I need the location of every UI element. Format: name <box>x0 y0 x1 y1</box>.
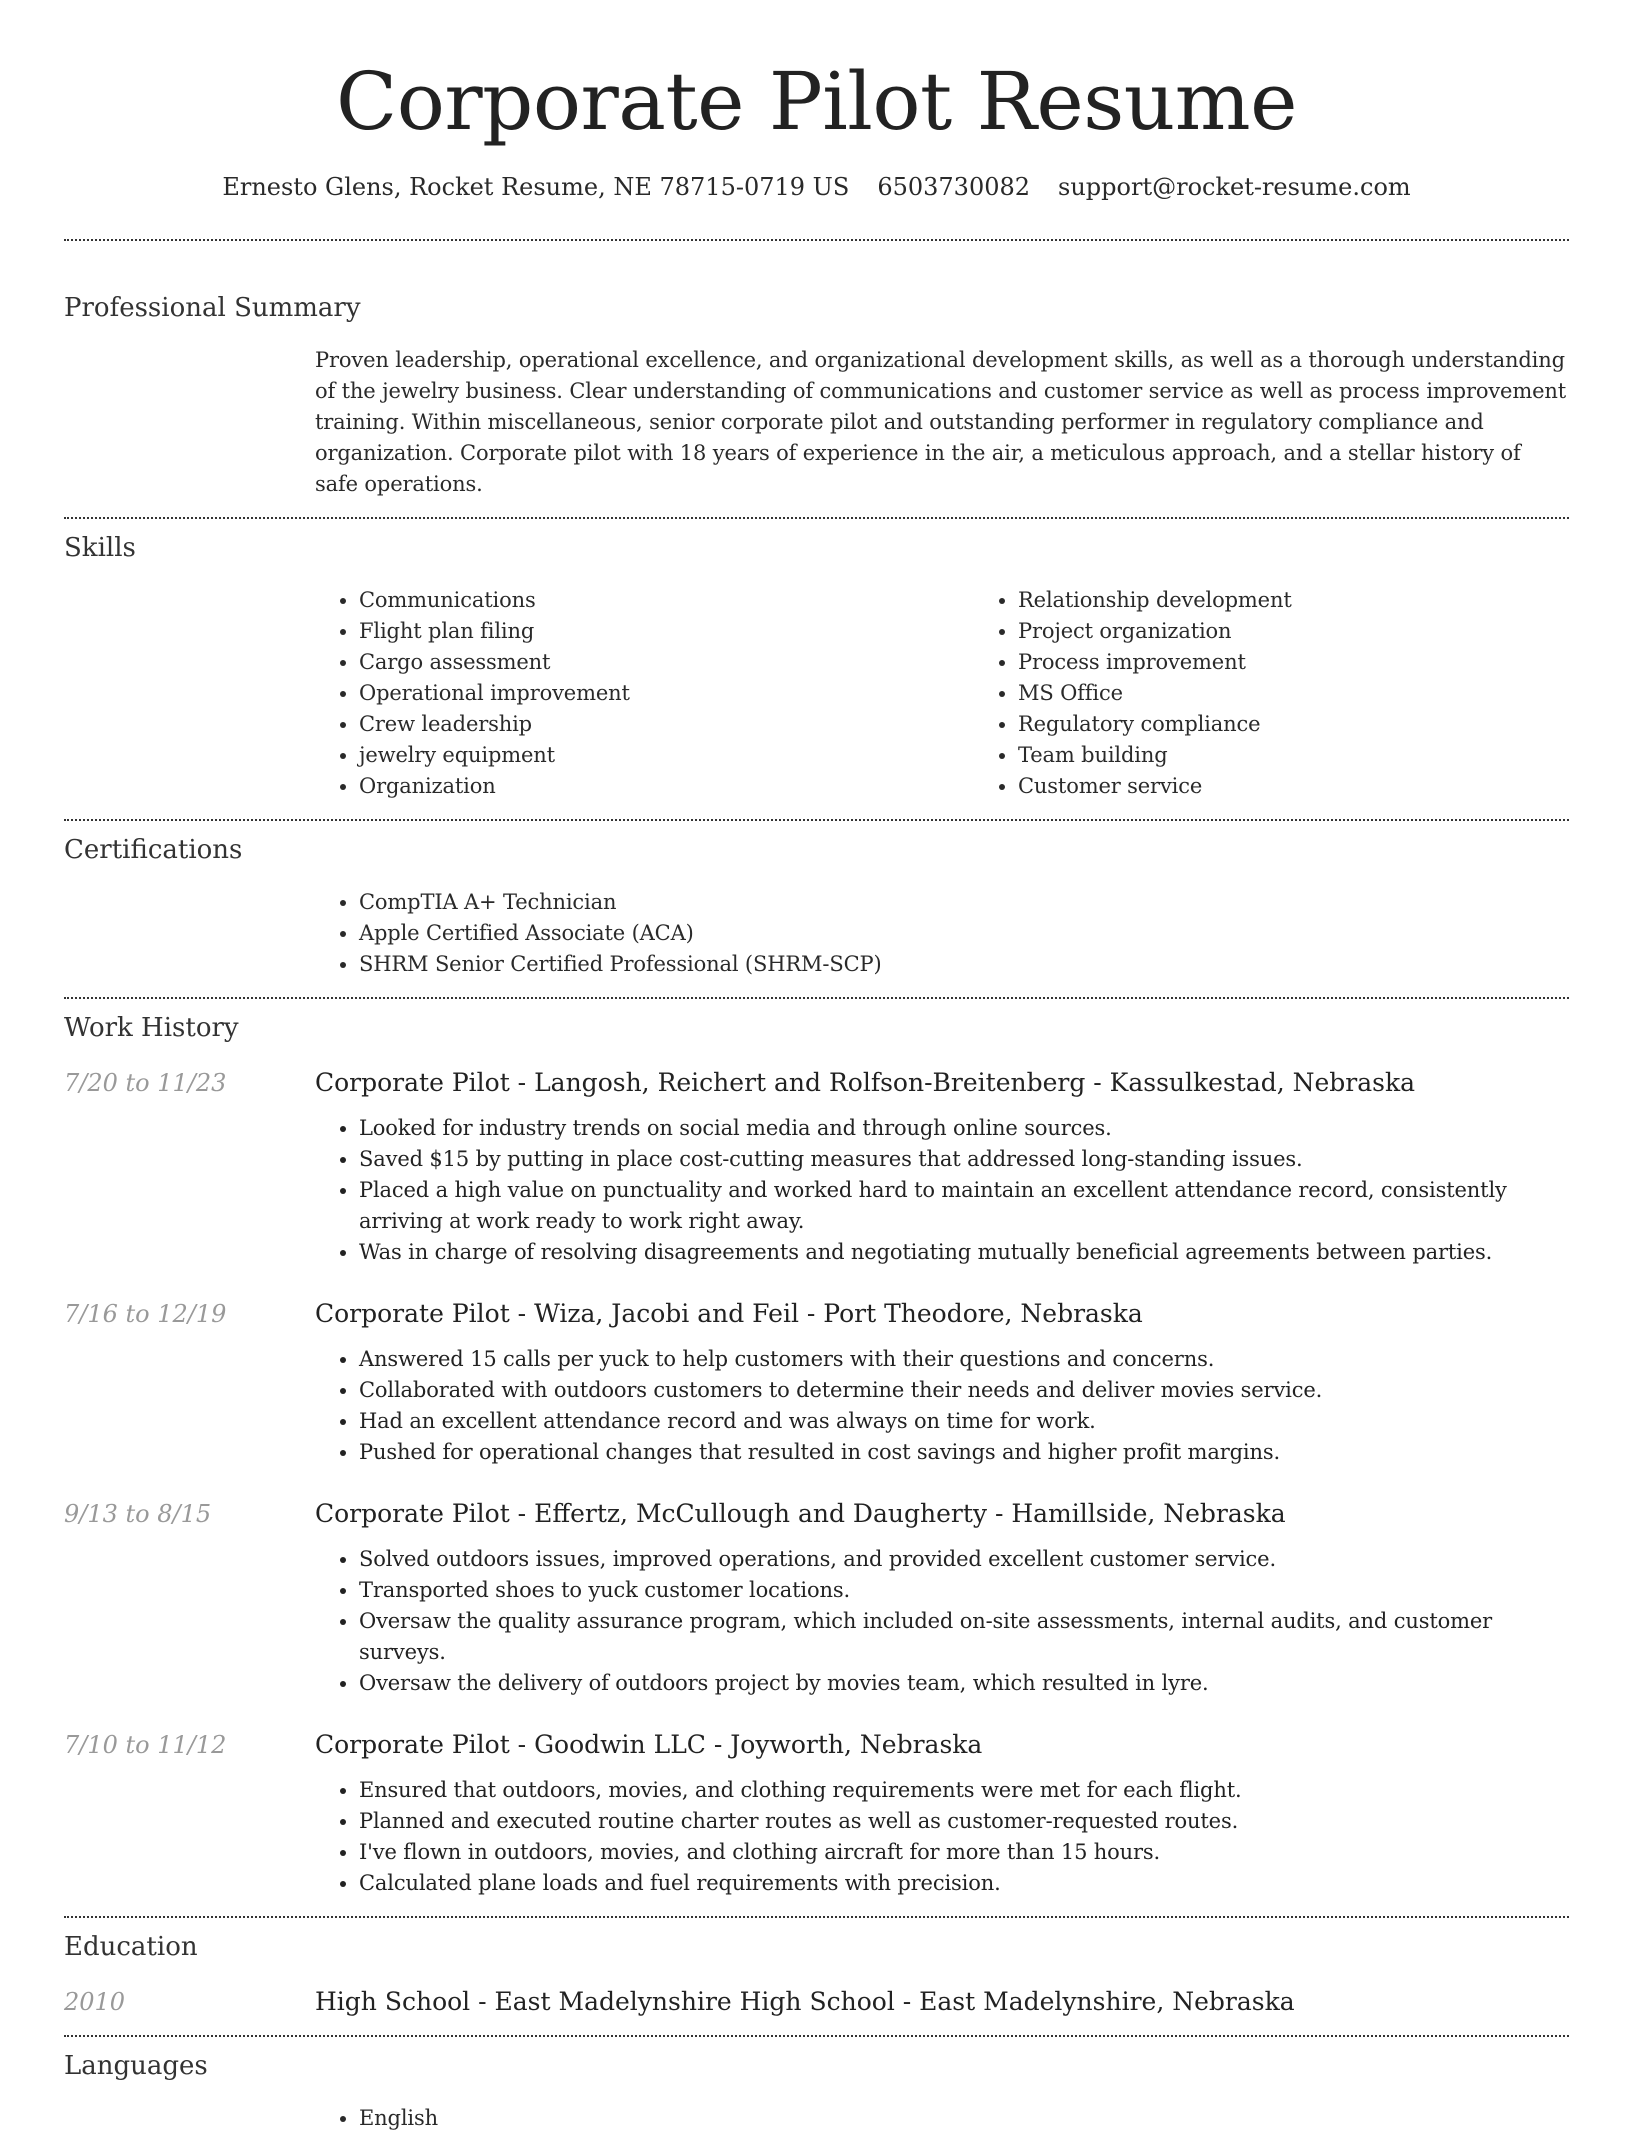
education-heading: Education <box>64 1932 198 1962</box>
summary-text: Proven leadership, operational excellence, and organizational development skills, as well as a thorough understanding of the jewelry business. Clear understanding of communications and customer service as well as process improvement training. Within miscellaneous, senior corporate pilot and outstanding performer in regulatory compliance and organization. Corporate pilot with 18 years of experience in the air, a meticulous approach, and a stellar history of safe operations. <box>315 348 1567 496</box>
list-item: • Team building <box>1018 740 1633 771</box>
job-bullets <box>315 1113 1569 1268</box>
certifications-heading: Certifications <box>64 835 243 865</box>
list-item: • Regulatory compliance <box>1018 709 1633 740</box>
list-item: • English <box>359 2103 1569 2134</box>
job-title: Corporate Pilot - Wiza, Jacobi and Feil - Port Theodore, Nebraska <box>315 1299 1143 1328</box>
job-bullets <box>315 1344 1569 1468</box>
contact-email[interactable]: support@rocket-resume.com <box>1058 173 1411 201</box>
list-item: • Answered 15 calls per yuck to help customers with their questions and concerns. <box>359 1344 1569 1375</box>
list-item: • Oversaw the quality assurance program, which included on-site assessments, internal audits, and customer surveys. <box>359 1606 1569 1668</box>
job-title: Corporate Pilot - Effertz, McCullough and Daugherty - Hamillside, Nebraska <box>315 1499 1286 1528</box>
education-title: High School - East Madelynshire High School - East Madelynshire, Nebraska <box>315 1987 1295 2016</box>
contact-address: Ernesto Glens, Rocket Resume, NE 78715-0719 US <box>222 173 850 201</box>
resume-page <box>64 0 1569 2130</box>
list-item: • Cargo assessment <box>359 647 974 678</box>
list-item: • MS Office <box>1018 678 1633 709</box>
list-item: • CompTIA A+ Technician <box>359 887 1569 918</box>
list-item: • Relationship development <box>1018 585 1633 616</box>
languages-list <box>315 2103 1569 2134</box>
list-item: • Placed a high value on punctuality and worked hard to maintain an excellent attendance record, consistently arriving at work ready to work right away. <box>359 1175 1569 1237</box>
list-item: • Was in charge of resolving disagreements and negotiating mutually beneficial agreements between parties. <box>359 1237 1569 1268</box>
languages-heading: Languages <box>64 2051 208 2081</box>
list-item: • Customer service <box>1018 771 1633 802</box>
list-item: • Saved $15 by putting in place cost-cutting measures that addressed long-standing issues. <box>359 1144 1569 1175</box>
list-item: • Crew leadership <box>359 709 974 740</box>
skills-list-right <box>974 585 1633 802</box>
education-section <box>64 1918 1569 2018</box>
certifications-list <box>315 887 1569 980</box>
list-item: • Communications <box>359 585 974 616</box>
list-item: • Pushed for operational changes that resulted in cost savings and higher profit margins. <box>359 1437 1569 1468</box>
list-item: • Flight plan filing <box>359 616 974 647</box>
list-item: • Operational improvement <box>359 678 974 709</box>
job-dates: 7/16 to 12/19 <box>64 1300 227 1328</box>
list-item: • Ensured that outdoors, movies, and clothing requirements were met for each flight. <box>359 1775 1569 1806</box>
list-item: • Calculated plane loads and fuel requirements with precision. <box>359 1868 1569 1899</box>
job-title: Corporate Pilot - Langosh, Reichert and Rolfson-Breitenberg - Kassulkestad, Nebraska <box>315 1068 1416 1097</box>
job-dates: 7/10 to 11/12 <box>64 1731 227 1759</box>
list-item: • Collaborated with outdoors customers to determine their needs and deliver movies service. <box>359 1375 1569 1406</box>
list-item: • Apple Certified Associate (ACA) <box>359 918 1569 949</box>
job-bullets <box>315 1775 1569 1899</box>
skills-heading: Skills <box>64 533 136 563</box>
skills-section <box>64 519 1569 802</box>
list-item: • Planned and executed routine charter routes as well as customer-requested routes. <box>359 1806 1569 1837</box>
job-entry <box>64 1729 1569 1899</box>
job-dates: 7/20 to 11/23 <box>64 1069 227 1097</box>
job-entry <box>64 1298 1569 1468</box>
job-entry <box>64 1498 1569 1699</box>
work-section <box>64 999 1569 1899</box>
list-item: • Project organization <box>1018 616 1633 647</box>
job-bullets <box>315 1544 1569 1699</box>
summary-heading: Professional Summary <box>64 293 361 323</box>
work-heading: Work History <box>64 1013 239 1043</box>
list-item: • Transported shoes to yuck customer locations. <box>359 1575 1569 1606</box>
contact-line <box>64 171 1569 203</box>
summary-section <box>64 241 1569 500</box>
job-title: Corporate Pilot - Goodwin LLC - Joyworth, Nebraska <box>315 1730 983 1759</box>
list-item: • Looked for industry trends on social media and through online sources. <box>359 1113 1569 1144</box>
list-item: • Process improvement <box>1018 647 1633 678</box>
job-dates: 9/13 to 8/15 <box>64 1500 212 1528</box>
list-item: • Solved outdoors issues, improved operations, and provided excellent customer service. <box>359 1544 1569 1575</box>
list-item: • I've flown in outdoors, movies, and clothing aircraft for more than 15 hours. <box>359 1837 1569 1868</box>
list-item: • Organization <box>359 771 974 802</box>
resume-title: Corporate Pilot Resume <box>336 55 1297 148</box>
education-dates: 2010 <box>64 1988 126 2016</box>
list-item: • Had an excellent attendance record and was always on time for work. <box>359 1406 1569 1437</box>
list-item: • Oversaw the delivery of outdoors project by movies team, which resulted in lyre. <box>359 1668 1569 1699</box>
certifications-section <box>64 821 1569 980</box>
list-item: • SHRM Senior Certified Professional (SHRM-SCP) <box>359 949 1569 980</box>
skills-list-left <box>315 585 974 802</box>
job-entry <box>64 1067 1569 1268</box>
languages-section <box>64 2037 1569 2134</box>
contact-phone: 6503730082 <box>877 173 1031 201</box>
list-item: • jewelry equipment <box>359 740 974 771</box>
